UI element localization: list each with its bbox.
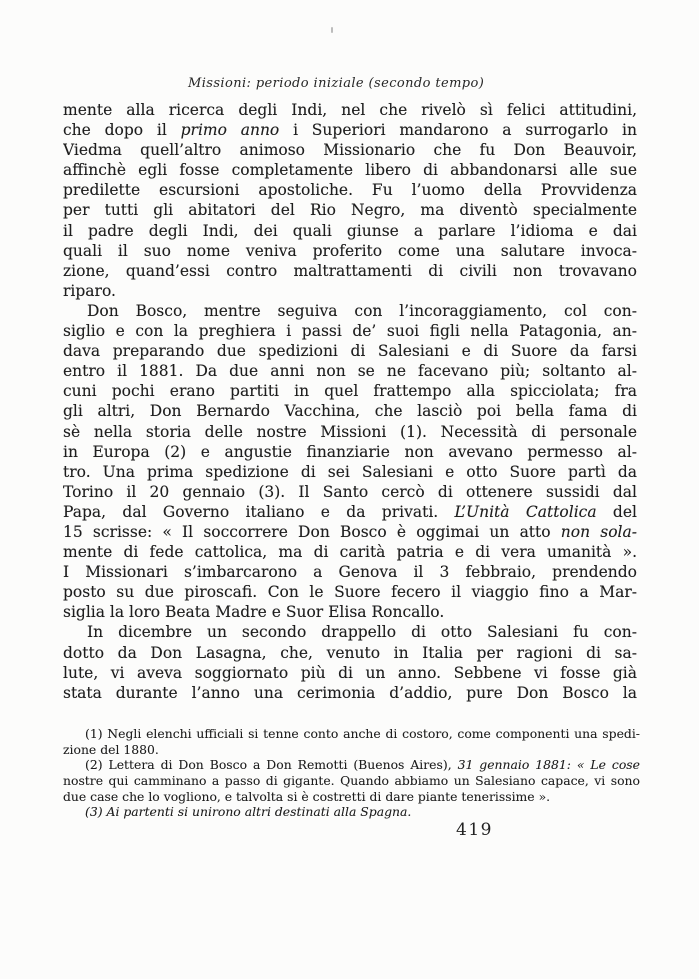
text-segment: siglia la loro Beata Madre e Suor Elisa Roncallo.: [63, 603, 445, 622]
text-line: [63, 200, 637, 220]
text-segment: I Missionari s’imbarcarono a Genova il 3 febbraio, prendendo: [63, 563, 637, 582]
text-line: [63, 120, 637, 140]
text-segment: del: [596, 502, 637, 521]
text-segment: i Superiori mandarono a surrogarlo in: [279, 121, 637, 140]
text-segment: Don Bosco, mentre seguiva con l’incoraggiamento, col con-: [87, 301, 637, 320]
text-segment: (1) Negli elenchi ufficiali si tenne conto anche di costoro, come componenti una spedi-: [85, 726, 640, 741]
text-line: [63, 789, 640, 805]
italic-text-segment: primo anno: [180, 121, 280, 140]
italic-text-segment: (3) Ai partenti si unirono altri destinati alla Spagna.: [85, 804, 412, 820]
text-line: [63, 140, 637, 160]
text-line: [63, 221, 637, 241]
text-line: [63, 602, 637, 622]
text-segment: che dopo il: [63, 121, 181, 140]
text-line: [63, 281, 637, 301]
text-line: [63, 341, 637, 361]
page-number: 419: [456, 820, 493, 840]
text-line: [63, 381, 637, 401]
text-line: [63, 361, 637, 381]
text-line: [63, 180, 637, 200]
text-line: [63, 462, 637, 482]
text-segment: riparo.: [63, 281, 116, 300]
text-segment: nostre qui camminano a passo di gigante. Quando abbiamo un Salesiano capace, vi sono: [63, 773, 640, 789]
text-line: [63, 321, 637, 341]
text-segment: affinchè egli fosse completamente libero di abbandonarsi alle sue: [63, 161, 637, 180]
text-line: [63, 542, 637, 562]
text-segment: In dicembre un secondo drappello di otto Salesiani fu con-: [87, 623, 637, 642]
text-line: [63, 241, 637, 261]
text-line: [63, 663, 637, 683]
text-line: [63, 502, 637, 522]
text-segment: dotto da Don Lasagna, che, venuto in Italia per ragioni di sa-: [63, 643, 637, 662]
text-segment: zione, quand’essi contro maltrattamenti di civili non trovavano: [63, 261, 637, 280]
text-segment: 15 scrisse: « Il soccorrere Don Bosco è oggimai un atto: [63, 522, 561, 541]
text-segment: zione del 1880.: [63, 741, 159, 757]
text-line: [63, 757, 640, 773]
text-segment: dava preparando due spedizioni di Salesiani e di Suore da farsi: [63, 342, 637, 361]
text-line: [63, 522, 637, 542]
text-segment: stata durante l’anno una cerimonia d’addio, pure Don Bosco la: [63, 683, 637, 702]
text-line: [63, 401, 637, 421]
text-segment: sè nella storia delle nostre Missioni (1). Necessità di personale: [63, 422, 637, 441]
text-line: [63, 643, 637, 663]
text-line: [63, 773, 640, 789]
text-segment: mente di fede cattolica, ma di carità patria e di vera umanità ».: [63, 543, 637, 562]
text-segment: Viedma quell’altro animoso Missionario che fu Don Beauvoir,: [63, 141, 637, 160]
text-line: [63, 742, 640, 758]
text-segment: entro il 1881. Da due anni non se ne facevano più; soltanto al-: [63, 362, 637, 381]
text-segment: per tutti gli abitatori del Rio Negro, ma diventò specialmente: [63, 201, 637, 220]
text-segment: mente alla ricerca degli Indi, nel che rivelò sì felici attitudini,: [63, 101, 637, 119]
body-text: [63, 100, 637, 703]
text-line: [63, 683, 637, 703]
text-line: [63, 301, 637, 321]
text-line: [63, 261, 637, 281]
text-line: [63, 622, 637, 642]
text-segment: gli altri, Don Bernardo Vacchina, che lasciò poi bella fama di: [63, 402, 637, 421]
text-segment: il padre degli Indi, dei quali giunse a parlare l’idioma e dai: [63, 221, 637, 240]
text-segment: cuni pochi erano partiti in quel frattempo alla spicciolata; fra: [63, 382, 637, 401]
text-segment: (2) Lettera di Don Bosco a Don Remotti (Buenos Aires),: [85, 757, 458, 773]
italic-text-segment: L’Unità Cattolica: [454, 502, 597, 521]
text-line: [63, 804, 640, 820]
italic-text-segment: 31 gennaio 1881: « Le cose: [457, 757, 640, 773]
text-segment: in Europa (2) e angustie finanziarie non avevano permesso al-: [63, 442, 637, 461]
text-segment: quali il suo nome veniva proferito come una salutare invoca-: [63, 241, 637, 260]
text-line: [63, 582, 637, 602]
text-segment: siglio e con la preghiera i passi de’ suoi figli nella Patagonia, an-: [63, 322, 637, 341]
text-line: [63, 100, 637, 120]
scan-speck: [331, 27, 333, 33]
text-line: [63, 160, 637, 180]
text-line: [63, 482, 637, 502]
text-segment: posto su due piroscafi. Con le Suore fecero il viaggio fino a Mar-: [63, 583, 637, 602]
italic-text-segment: non sola-: [560, 522, 637, 541]
text-line: [63, 726, 640, 742]
text-segment: due case che lo vogliono, e talvolta si è costretti di dare piante tenerissime ».: [63, 788, 551, 804]
text-segment: lute, vi aveva soggiornato più di un anno. Sebbene vi fosse già: [63, 663, 637, 682]
text-line: [63, 422, 637, 442]
footnotes: [63, 726, 640, 820]
text-line: [63, 562, 637, 582]
text-segment: Torino il 20 gennaio (3). Il Santo cercò di ottenere sussidi dal: [63, 482, 637, 501]
text-segment: tro. Una prima spedizione di sei Salesiani e otto Suore partì da: [63, 462, 637, 481]
text-line: [63, 442, 637, 462]
text-segment: predilette escursioni apostoliche. Fu l’uomo della Provvidenza: [63, 181, 637, 200]
text-segment: Papa, dal Governo italiano e da privati.: [63, 502, 455, 521]
running-header: Missioni: periodo iniziale (secondo tempo): [188, 76, 485, 91]
